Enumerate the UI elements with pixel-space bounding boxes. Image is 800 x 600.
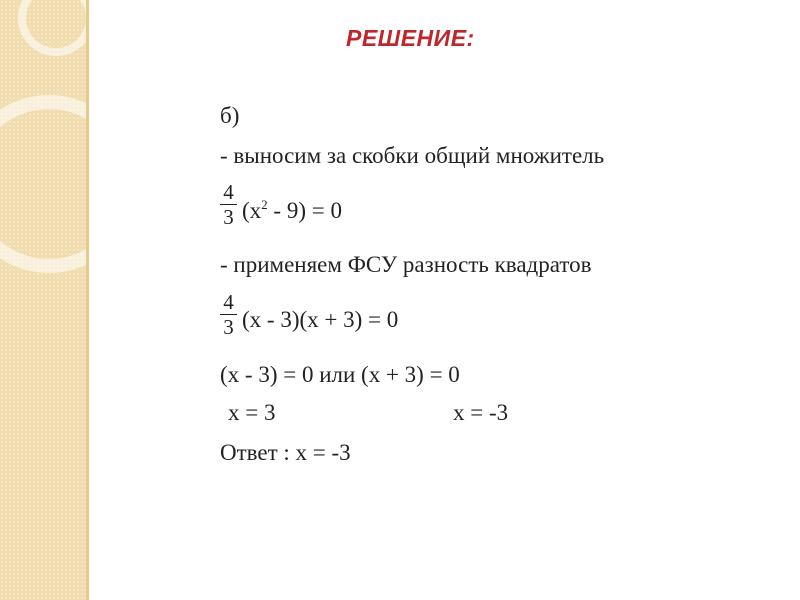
equation-2: (x - 3)(x + 3) = 0 — [242, 307, 399, 332]
decorative-ring-small — [18, 0, 94, 56]
fraction-2-denominator: 3 — [223, 315, 234, 339]
fraction-1 — [220, 181, 237, 228]
decorative-sidebar — [0, 0, 86, 600]
answer-text: Ответ : x = -3 — [220, 440, 351, 465]
fraction-1-denominator: 3 — [223, 205, 234, 229]
decorative-ring-large — [0, 95, 138, 273]
root-2: x = -3 — [453, 400, 509, 425]
cases-equation: (x - 3) = 0 или (x + 3) = 0 — [220, 362, 460, 387]
slide-title: РЕШЕНИЕ: — [346, 25, 475, 51]
equation-1-part-a: (x — [242, 198, 262, 223]
fraction-2-numerator: 4 — [223, 290, 234, 314]
root-1: x = 3 — [228, 400, 276, 425]
part-label: б) — [220, 103, 240, 128]
equation-1 — [242, 197, 342, 224]
sidebar-divider — [86, 0, 89, 600]
equation-1-part-b: - 9) = 0 — [267, 198, 342, 223]
equation-1-exponent: 2 — [261, 197, 268, 212]
step-2-text: - применяем ФСУ разность квадратов — [220, 252, 592, 277]
fraction-1-numerator: 4 — [223, 180, 234, 204]
fraction-2 — [220, 291, 237, 338]
step-1-text: - выносим за скобки общий множитель — [220, 143, 605, 168]
